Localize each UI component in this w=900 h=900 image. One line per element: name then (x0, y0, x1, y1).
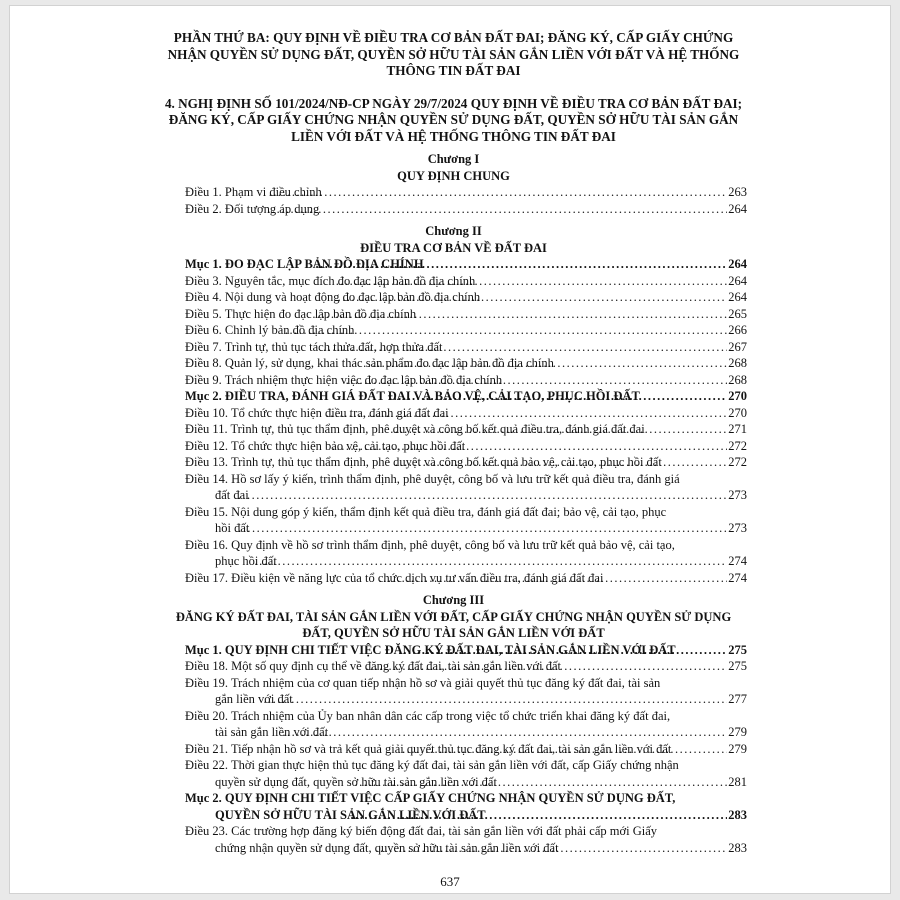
toc-article-entry (185, 504, 747, 537)
dot-leader (399, 642, 728, 659)
toc-article-entry (185, 741, 747, 758)
toc-entry-pagenum: 283 (728, 807, 747, 822)
chapter-title: ĐĂNG KÝ ĐẤT ĐAI, TÀI SẢN GẮN LIỀN VỚI ĐẤT, CẤP GIẤY CHỨNG NHẬN QUYỀN SỬ DỤNG ĐẤT, QUYỀN SỞ HỮU TÀI SẢN GẮN LIỀN VỚI ĐẤT (175, 609, 732, 640)
toc-section-entry (185, 790, 747, 823)
toc-article-entry (185, 306, 747, 323)
toc-entry-text: quyền sử dụng đất, quyền sở hữu tài sản gắn liền với đất (215, 774, 497, 789)
table-of-contents (160, 151, 747, 856)
toc-article-entry (185, 201, 747, 218)
toc-entry-pagenum: 274 (728, 554, 747, 568)
toc-entry-line (185, 273, 747, 290)
chapter-label: Chương II (425, 224, 482, 238)
toc-section-entry (185, 256, 747, 273)
toc-entry-text: Điều 3. Nguyên tắc, mục đích đo đạc lập bản đồ địa chính (185, 273, 476, 288)
toc-article-entry (185, 322, 747, 339)
toc-entry-text: Điều 10. Tổ chức thực hiện điều tra, đánh giá đất đai (185, 405, 449, 420)
toc-entry-text: Điều 21. Tiếp nhận hồ sơ và trả kết quả giải quyết thủ tục đăng ký đất đai, tài sản gắn liền với đất (185, 741, 672, 756)
toc-entry-text: Mục 1. ĐO ĐẠC LẬP BẢN ĐỒ ĐỊA CHÍNH (185, 257, 424, 271)
toc-entry-text: Điều 17. Điều kiện về năng lực của tổ chức dịch vụ tư vấn điều tra, đánh giá đất đai (185, 570, 604, 585)
toc-entry-pagenum: 272 (728, 438, 747, 453)
toc-entry-line (215, 774, 747, 791)
dot-leader (264, 691, 728, 708)
toc-entry-line (185, 388, 747, 405)
document-title: 4. NGHỊ ĐỊNH SỐ 101/2024/NĐ-CP NGÀY 29/7/2024 QUY ĐỊNH VỀ ĐIỀU TRA CƠ BẢN ĐẤT ĐAI; ĐĂNG KÝ, CẤP GIẤY CHỨNG NHẬN QUYỀN SỬ DỤNG ĐẤT, QUYỀN SỞ HỮU TÀI SẢN GẮN LIỀN VỚI ĐẤT VÀ HỆ THỐNG THÔNG TIN ĐẤT ĐAI (164, 95, 743, 144)
toc-entry-line (185, 570, 747, 587)
toc-article-entry (185, 355, 747, 372)
dot-leader (332, 438, 727, 455)
toc-entry-line (185, 405, 747, 422)
toc-entry-text: Điều 18. Một số quy định cụ thể về đăng ký đất đai, tài sản gắn liền với đất (185, 659, 561, 673)
dot-leader (326, 405, 728, 422)
chapter-block (160, 151, 747, 217)
toc-entry-line: Điều 16. Quy định về hồ sơ trình thẩm định, phê duyệt, công bố và lưu trữ kết quả bảo vệ, cải tạo, (185, 537, 675, 552)
toc-entry-text: Điều 2. Đối tượng áp dụng (185, 201, 320, 216)
dot-leader (285, 322, 727, 339)
toc-entry-pagenum: 264 (728, 290, 747, 304)
toc-entry-line (215, 840, 747, 857)
toc-entry-pagenum: 279 (728, 741, 747, 756)
toc-entry-line (185, 355, 747, 372)
dot-leader (338, 289, 728, 306)
toc-entry-line (185, 322, 747, 339)
toc-entry-pagenum: 271 (728, 422, 747, 436)
toc-section-entry (185, 642, 747, 659)
dot-leader (312, 306, 727, 323)
toc-article-entry (185, 708, 747, 741)
toc-entry-line (185, 184, 747, 201)
toc-entry-line (185, 289, 747, 306)
toc-article-entry (185, 675, 747, 708)
toc-article-entry (185, 372, 747, 389)
toc-entry-line (215, 487, 747, 504)
part-title: PHẦN THỨ BA: QUY ĐỊNH VỀ ĐIỀU TRA CƠ BẢN ĐẤT ĐAI; ĐĂNG KÝ, CẤP GIẤY CHỨNG NHẬN QUYỀN SỬ DỤNG ĐẤT, QUYỀN SỞ HỮU TÀI SẢN GẮN LIỀN VỚI ĐẤT VÀ HỆ THỐNG THÔNG TIN ĐẤT ĐAI (167, 30, 740, 78)
toc-entry-line: Điều 14. Hồ sơ lấy ý kiến, trình thẩm định, phê duyệt, công bố và lưu trữ kết quả điều tra, đánh giá (185, 471, 680, 486)
toc-entry-pagenum: 281 (728, 774, 747, 789)
toc-entry-text: hồi đất (215, 521, 250, 535)
toc-entry-line (215, 691, 747, 708)
toc-entry-text: Điều 6. Chỉnh lý bản đồ địa chính (185, 323, 355, 337)
scanned-page (9, 5, 891, 894)
toc-article-entry (185, 471, 747, 504)
toc-entry-text: gắn liền với đất (215, 692, 293, 706)
toc-article-entry (185, 289, 747, 306)
toc-entry-line (185, 372, 747, 389)
toc-article-entry (185, 454, 747, 471)
toc-entry-text: Mục 2. ĐIỀU TRA, ĐÁNH GIÁ ĐẤT ĐAI VÀ BẢO VỆ, CẢI TẠO, PHỤC HỒI ĐẤT (185, 389, 640, 403)
toc-entry-line (185, 438, 747, 455)
chapter-title: QUY ĐỊNH CHUNG (397, 168, 510, 183)
toc-entry-line (185, 658, 747, 675)
toc-entry-line: Điều 23. Các trường hợp đăng ký biến động đất đai, tài sản gắn liền với đất phải cấp mới Giấy (185, 824, 657, 838)
toc-entry-line (185, 306, 747, 323)
toc-entry-pagenum: 267 (728, 339, 747, 354)
toc-entry-pagenum: 275 (728, 642, 747, 657)
toc-entry-pagenum: 273 (728, 521, 747, 535)
toc-section-entry (185, 388, 747, 405)
toc-entry-text: Điều 4. Nội dung và hoạt động đo đạc lập bản đồ địa chính (185, 290, 481, 304)
toc-entry-line: Điều 22. Thời gian thực hiện thủ tục đăng ký đất đai, tài sản gắn liền với đất, cấp Giấy chứng nhận (185, 758, 679, 772)
chapter-title: ĐIỀU TRA CƠ BẢN VỀ ĐẤT ĐAI (360, 240, 547, 255)
dot-leader (395, 454, 727, 471)
dot-leader (389, 388, 727, 405)
toc-entry-text: QUYỀN SỞ HỮU TÀI SẢN GẮN LIỀN VỚI ĐẤT (215, 807, 486, 822)
dot-leader (390, 421, 727, 438)
chapter-block (160, 223, 747, 586)
toc-entry-line (185, 741, 747, 758)
toc-article-entry (185, 438, 747, 455)
toc-entry-text: tài sản gắn liền với đất (215, 725, 329, 739)
toc-entry-text: Điều 8. Quản lý, sử dụng, khai thác sản phẩm đo đạc lập bản đồ địa chính (185, 356, 554, 370)
toc-entry-line (215, 520, 747, 537)
toc-entry-text: chứng nhận quyền sử dụng đất, quyền sở hữu tài sản gắn liền với đất (215, 840, 559, 855)
toc-entry-text: Điều 13. Trình tự, thủ tục thẩm định, phê duyệt và công bố kết quả bảo vệ, cải tạo, phục hồi đất (185, 455, 662, 469)
toc-article-entry (185, 537, 747, 570)
toc-entry-line (185, 339, 747, 356)
toc-article-entry (185, 339, 747, 356)
toc-entry-line (215, 553, 747, 570)
toc-entry-text: Điều 9. Trách nhiệm thực hiện việc đo đạc lập bản đồ địa chính (185, 372, 503, 387)
dot-leader (363, 355, 727, 372)
toc-entry-text: Điều 7. Trình tự, thủ tục tách thửa đất, hợp thửa đất (185, 339, 443, 354)
chapter-label: Chương III (422, 593, 485, 607)
toc-entry-line (185, 454, 747, 471)
toc-article-entry (185, 823, 747, 856)
toc-entry-text: Điều 1. Phạm vi điều chỉnh (185, 185, 322, 199)
toc-entry-pagenum: 264 (728, 257, 747, 271)
dot-leader (238, 487, 728, 504)
toc-entry-line (185, 201, 747, 218)
dot-leader (336, 273, 727, 290)
toc-entry-line (185, 642, 747, 659)
toc-entry-pagenum: 266 (728, 323, 747, 337)
toc-article-entry (185, 421, 747, 438)
toc-entry-line (215, 724, 747, 741)
toc-entry-pagenum: 275 (728, 659, 747, 673)
toc-entry-pagenum: 272 (728, 455, 747, 469)
dot-leader (378, 570, 727, 587)
toc-entry-pagenum: 270 (728, 405, 747, 420)
toc-entry-line (185, 421, 747, 438)
dot-leader (365, 658, 727, 675)
toc-article-entry (185, 757, 747, 790)
page-number-footer: 637 (440, 874, 460, 889)
toc-entry-text: Điều 5. Thực hiện đo đạc lập bản đồ địa chính (185, 306, 417, 321)
toc-entry-text: Mục 1. QUY ĐỊNH CHI TIẾT VIỆC ĐĂNG KÝ ĐẤT ĐAI, TÀI SẢN GẮN LIỀN VỚI ĐẤT (185, 642, 676, 657)
toc-entry-text: Điều 12. Tổ chức thực hiện bảo vệ, cải tạo, phục hồi đất (185, 438, 466, 453)
toc-entry-pagenum: 264 (728, 201, 747, 216)
dot-leader (269, 184, 728, 201)
dot-leader (355, 774, 728, 791)
page-content (160, 30, 747, 856)
toc-entry-line: Mục 2. QUY ĐỊNH CHI TIẾT VIỆC CẤP GIẤY CHỨNG NHẬN QUYỀN SỬ DỤNG ĐẤT, (185, 791, 676, 805)
dot-leader (323, 339, 727, 356)
toc-entry-text: phục hồi đất (215, 554, 277, 568)
toc-entry-text: đất đai (215, 488, 249, 502)
dot-leader (255, 553, 728, 570)
dot-leader (316, 256, 728, 273)
dot-leader (282, 724, 727, 741)
dot-leader (346, 372, 728, 389)
dot-leader (375, 840, 727, 857)
toc-entry-line (185, 256, 747, 273)
toc-entry-pagenum: 265 (728, 306, 747, 321)
toc-entry-pagenum: 283 (728, 840, 747, 855)
toc-article-entry (185, 658, 747, 675)
toc-entry-pagenum: 279 (728, 725, 747, 739)
toc-entry-pagenum: 268 (728, 356, 747, 370)
toc-article-entry (185, 184, 747, 201)
chapter-block (160, 592, 747, 856)
dot-leader (238, 520, 727, 537)
dot-leader (397, 741, 727, 758)
toc-entry-pagenum: 268 (728, 372, 747, 387)
toc-entry-pagenum: 264 (728, 273, 747, 288)
toc-article-entry (185, 570, 747, 587)
chapter-label: Chương I (427, 152, 480, 166)
toc-entry-pagenum: 274 (728, 570, 747, 585)
dot-leader (350, 807, 727, 824)
toc-article-entry (185, 273, 747, 290)
toc-entry-line: Điều 20. Trách nhiệm của Ủy ban nhân dân các cấp trong việc tổ chức triển khai đăng ký đất đai, (185, 708, 671, 723)
toc-entry-pagenum: 270 (728, 389, 747, 403)
toc-entry-line: Điều 19. Trách nhiệm của cơ quan tiếp nhận hồ sơ và giải quyết thủ tục đăng ký đất đai, tài sản (185, 675, 661, 690)
toc-entry-pagenum: 263 (728, 185, 747, 199)
toc-entry-line: Điều 15. Nội dung góp ý kiến, thẩm định kết quả điều tra, đánh giá đất đai; bảo vệ, cải tạo, phục (185, 504, 667, 519)
toc-entry-text: Điều 11. Trình tự, thủ tục thẩm định, phê duyệt và công bố kết quả điều tra, đánh giá đất đai (185, 422, 645, 436)
toc-entry-pagenum: 277 (728, 692, 747, 706)
toc-entry-line (215, 807, 747, 824)
dot-leader (267, 201, 727, 218)
toc-article-entry (185, 405, 747, 422)
toc-entry-pagenum: 273 (728, 488, 747, 502)
